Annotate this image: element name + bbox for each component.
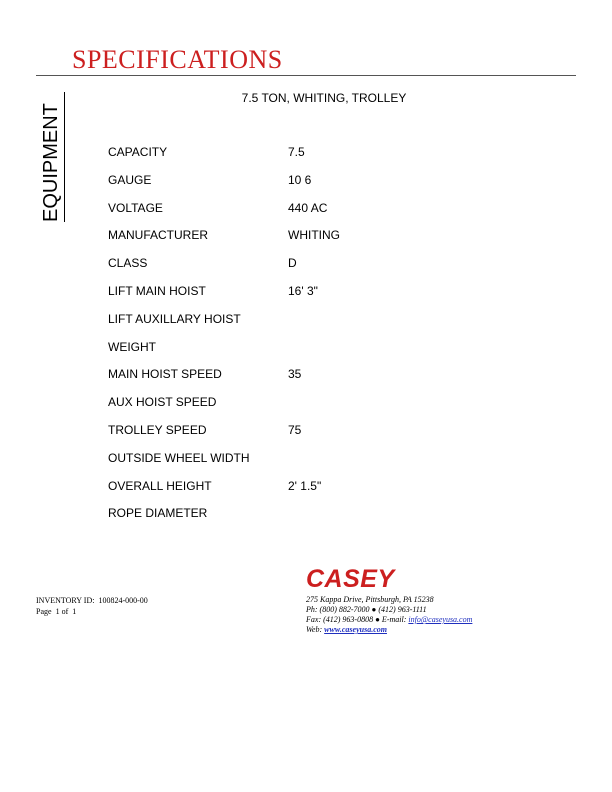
page-total: 1: [72, 607, 77, 616]
footer-inventory: [36, 595, 148, 617]
title-divider: [36, 75, 576, 76]
page-of: of: [61, 607, 69, 616]
company-phone: Ph: (800) 882-7000 ● (412) 963-1111: [306, 605, 427, 614]
spec-label: LIFT AUXILLARY HOIST: [108, 311, 241, 326]
spec-label: WEIGHT: [108, 339, 156, 354]
spec-label: AUX HOIST SPEED: [108, 395, 217, 410]
spec-label: MAIN HOIST SPEED: [108, 367, 222, 382]
page-number-line: [36, 606, 148, 617]
spec-value: 16' 3": [288, 283, 318, 298]
spec-label: CLASS: [108, 256, 148, 271]
page-current: 1: [55, 607, 60, 616]
spec-label: OVERALL HEIGHT: [108, 478, 212, 493]
spec-value: 2' 1.5": [288, 478, 322, 493]
spec-label: CAPACITY: [108, 145, 168, 159]
spec-label: OUTSIDE WHEEL WIDTH: [108, 450, 250, 465]
inventory-line: [36, 595, 148, 606]
spec-label: ROPE DIAMETER: [108, 506, 208, 521]
spec-value: 10 6: [288, 172, 312, 187]
inventory-label: INVENTORY ID:: [36, 596, 95, 605]
page-label: Page: [36, 607, 52, 616]
web-label: Web:: [306, 625, 325, 634]
spec-label: TROLLEY SPEED: [108, 422, 207, 437]
spec-label: VOLTAGE: [108, 200, 163, 215]
spec-value: D: [288, 256, 297, 271]
casey-logo: CASEY: [306, 565, 395, 593]
website-link[interactable]: www.caseyusa.com: [324, 625, 387, 634]
spec-value: 35: [288, 367, 302, 382]
fax-email-prefix: Fax: (412) 963-0808 ● E-mail:: [306, 615, 409, 624]
company-web: [306, 625, 472, 635]
equipment-subtitle: 7.5 TON, WHITING, TROLLEY: [241, 91, 407, 105]
company-address: 275 Kappa Drive, Pittsburgh, PA 15238: [306, 595, 434, 604]
spec-label: GAUGE: [108, 172, 152, 187]
inventory-id: 100824-000-00: [98, 596, 148, 605]
spec-value: 440 AC: [288, 200, 328, 215]
page-title: SPECIFICATIONS: [72, 45, 283, 74]
spec-value: 75: [288, 422, 302, 437]
company-fax-email: [306, 615, 472, 625]
spec-label: LIFT MAIN HOIST: [108, 283, 206, 298]
equipment-side-label: EQUIPMENT: [40, 103, 62, 222]
side-label-rule: [64, 92, 65, 222]
spec-value: WHITING: [288, 228, 340, 243]
email-link[interactable]: info@caseyusa.com: [408, 615, 473, 624]
company-contact: [306, 595, 472, 635]
spec-value: 7.5: [288, 145, 305, 159]
spec-label: MANUFACTURER: [108, 228, 209, 243]
